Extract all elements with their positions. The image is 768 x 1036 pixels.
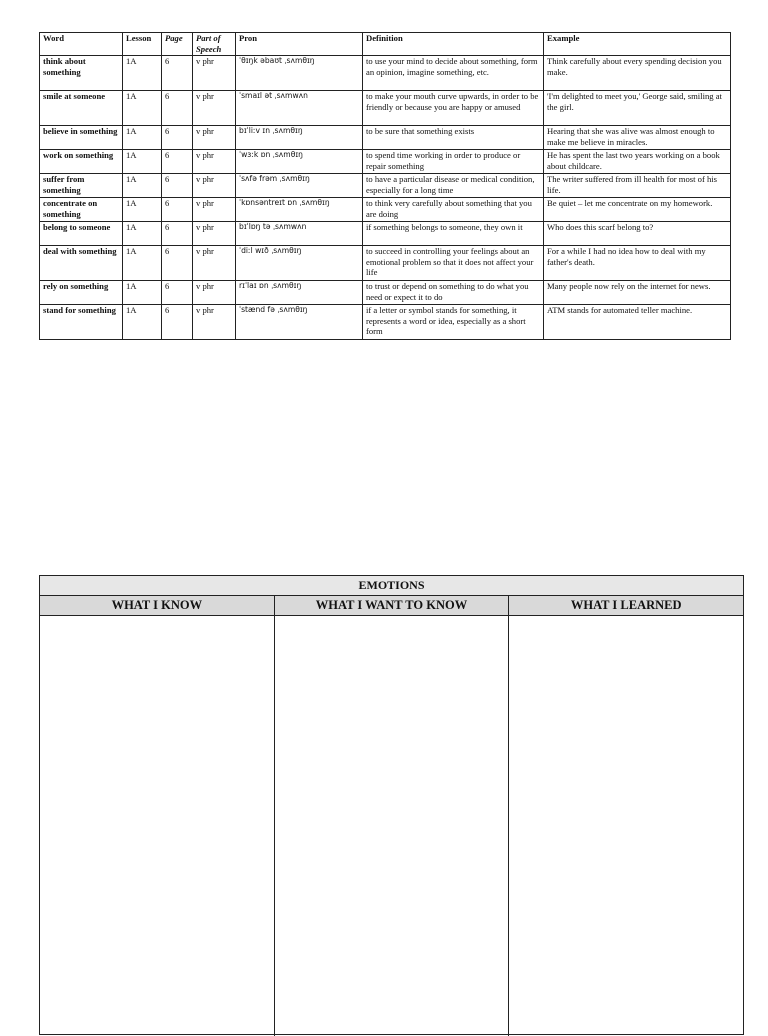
page-cell: 6	[162, 126, 193, 150]
definition-cell: to make your mouth curve upwards, in order to be friendly or because you are happy or amused	[363, 91, 544, 126]
definition-cell: to trust or depend on something to do what you need or expect it to do	[363, 281, 544, 305]
table-row	[40, 305, 731, 340]
word-cell: work on something	[40, 150, 123, 174]
part-of-speech-cell: v phr	[193, 126, 236, 150]
example-cell: ATM stands for automated teller machine.	[544, 305, 731, 340]
word-cell: smile at someone	[40, 91, 123, 126]
word-cell: deal with something	[40, 246, 123, 281]
part-of-speech-cell: v phr	[193, 305, 236, 340]
header-definition: Definition	[363, 33, 544, 56]
word-cell: rely on something	[40, 281, 123, 305]
kwl-header-what-i-want-to-know: WHAT I WANT TO KNOW	[275, 596, 510, 615]
pron-cell: bɪˈlɒŋ tə ˌsʌmwʌn	[236, 222, 363, 246]
pron-cell: ˈwɜːk ɒn ˌsʌmθɪŋ	[236, 150, 363, 174]
example-cell: The writer suffered from ill health for most of his life.	[544, 174, 731, 198]
word-cell: believe in something	[40, 126, 123, 150]
pron-cell: ˈkɒnsəntreɪt ɒn ˌsʌmθɪŋ	[236, 198, 363, 222]
header-page: Page	[162, 33, 193, 56]
lesson-cell: 1A	[123, 150, 162, 174]
definition-cell: to think very carefully about something that you are doing	[363, 198, 544, 222]
page-cell: 6	[162, 198, 193, 222]
example-cell: Be quiet – let me concentrate on my homework.	[544, 198, 731, 222]
table-row	[40, 126, 731, 150]
pron-cell: ˈsʌfə frəm ˌsʌmθɪŋ	[236, 174, 363, 198]
pron-cell: ˈdiːl wɪð ˌsʌmθɪŋ	[236, 246, 363, 281]
part-of-speech-cell: v phr	[193, 56, 236, 91]
word-cell: concentrate on something	[40, 198, 123, 222]
header-example: Example	[544, 33, 731, 56]
page-cell: 6	[162, 305, 193, 340]
table-row	[40, 246, 731, 281]
word-cell: think about something	[40, 56, 123, 91]
lesson-cell: 1A	[123, 91, 162, 126]
page-cell: 6	[162, 222, 193, 246]
lesson-cell: 1A	[123, 126, 162, 150]
table-header-row	[40, 33, 731, 56]
part-of-speech-cell: v phr	[193, 281, 236, 305]
example-cell: For a while I had no idea how to deal with my father's death.	[544, 246, 731, 281]
lesson-cell: 1A	[123, 56, 162, 91]
page-cell: 6	[162, 174, 193, 198]
pron-cell: rɪˈlaɪ ɒn ˌsʌmθɪŋ	[236, 281, 363, 305]
example-cell: Hearing that she was alive was almost enough to make me believe in miracles.	[544, 126, 731, 150]
part-of-speech-cell: v phr	[193, 174, 236, 198]
lesson-cell: 1A	[123, 305, 162, 340]
word-cell: suffer from something	[40, 174, 123, 198]
table-row	[40, 222, 731, 246]
table-row	[40, 281, 731, 305]
word-cell: stand for something	[40, 305, 123, 340]
pron-cell: ˈsmaɪl ət ˌsʌmwʌn	[236, 91, 363, 126]
part-of-speech-cell: v phr	[193, 150, 236, 174]
kwl-header-what-i-know: WHAT I KNOW	[40, 596, 275, 615]
kwl-chart	[39, 575, 744, 1035]
definition-cell: to spend time working in order to produce or repair something	[363, 150, 544, 174]
example-cell: He has spent the last two years working on a book about childcare.	[544, 150, 731, 174]
header-lesson: Lesson	[123, 33, 162, 56]
lesson-cell: 1A	[123, 174, 162, 198]
vocabulary-table	[39, 32, 731, 340]
definition-cell: if a letter or symbol stands for something, it represents a word or idea, especially as a short form	[363, 305, 544, 340]
kwl-body	[40, 616, 743, 1036]
kwl-column-what-i-learned[interactable]	[509, 616, 743, 1036]
kwl-chart-title: EMOTIONS	[40, 576, 743, 596]
kwl-header-what-i-learned: WHAT I LEARNED	[570, 598, 682, 612]
table-row	[40, 150, 731, 174]
lesson-cell: 1A	[123, 198, 162, 222]
page-cell: 6	[162, 281, 193, 305]
lesson-cell: 1A	[123, 281, 162, 305]
definition-cell: if something belongs to someone, they own it	[363, 222, 544, 246]
definition-cell: to use your mind to decide about something, form an opinion, imagine something, etc.	[363, 56, 544, 91]
lesson-cell: 1A	[123, 222, 162, 246]
part-of-speech-cell: v phr	[193, 246, 236, 281]
definition-cell: to be sure that something exists	[363, 126, 544, 150]
definition-cell: to succeed in controlling your feelings about an emotional problem so that it does not affect your life	[363, 246, 544, 281]
word-cell: belong to someone	[40, 222, 123, 246]
page-cell: 6	[162, 150, 193, 174]
header-word: Word	[40, 33, 123, 56]
part-of-speech-cell: v phr	[193, 91, 236, 126]
pron-cell: bɪˈliːv ɪn ˌsʌmθɪŋ	[236, 126, 363, 150]
page-cell: 6	[162, 91, 193, 126]
part-of-speech-cell: v phr	[193, 198, 236, 222]
header-part-of-speech: Part of Speech	[193, 33, 236, 56]
example-cell: Many people now rely on the internet for news.	[544, 281, 731, 305]
kwl-header-row	[40, 596, 743, 616]
example-cell: 'I'm delighted to meet you,' George said, smiling at the girl.	[544, 91, 731, 126]
page-cell: 6	[162, 246, 193, 281]
pron-cell: ˈθɪŋk əbaʊt ˌsʌmθɪŋ	[236, 56, 363, 91]
lesson-cell: 1A	[123, 246, 162, 281]
pron-cell: ˈstænd fə ˌsʌmθɪŋ	[236, 305, 363, 340]
table-row	[40, 198, 731, 222]
table-row	[40, 174, 731, 198]
page-cell: 6	[162, 56, 193, 91]
definition-cell: to have a particular disease or medical condition, especially for a long time	[363, 174, 544, 198]
header-pron: Pron	[236, 33, 363, 56]
kwl-column-what-i-know[interactable]	[40, 616, 275, 1036]
example-cell: Who does this scarf belong to?	[544, 222, 731, 246]
kwl-column-what-i-want-to-know[interactable]	[275, 616, 510, 1036]
table-row	[40, 56, 731, 91]
example-cell: Think carefully about every spending decision you make.	[544, 56, 731, 91]
part-of-speech-cell: v phr	[193, 222, 236, 246]
table-row	[40, 91, 731, 126]
